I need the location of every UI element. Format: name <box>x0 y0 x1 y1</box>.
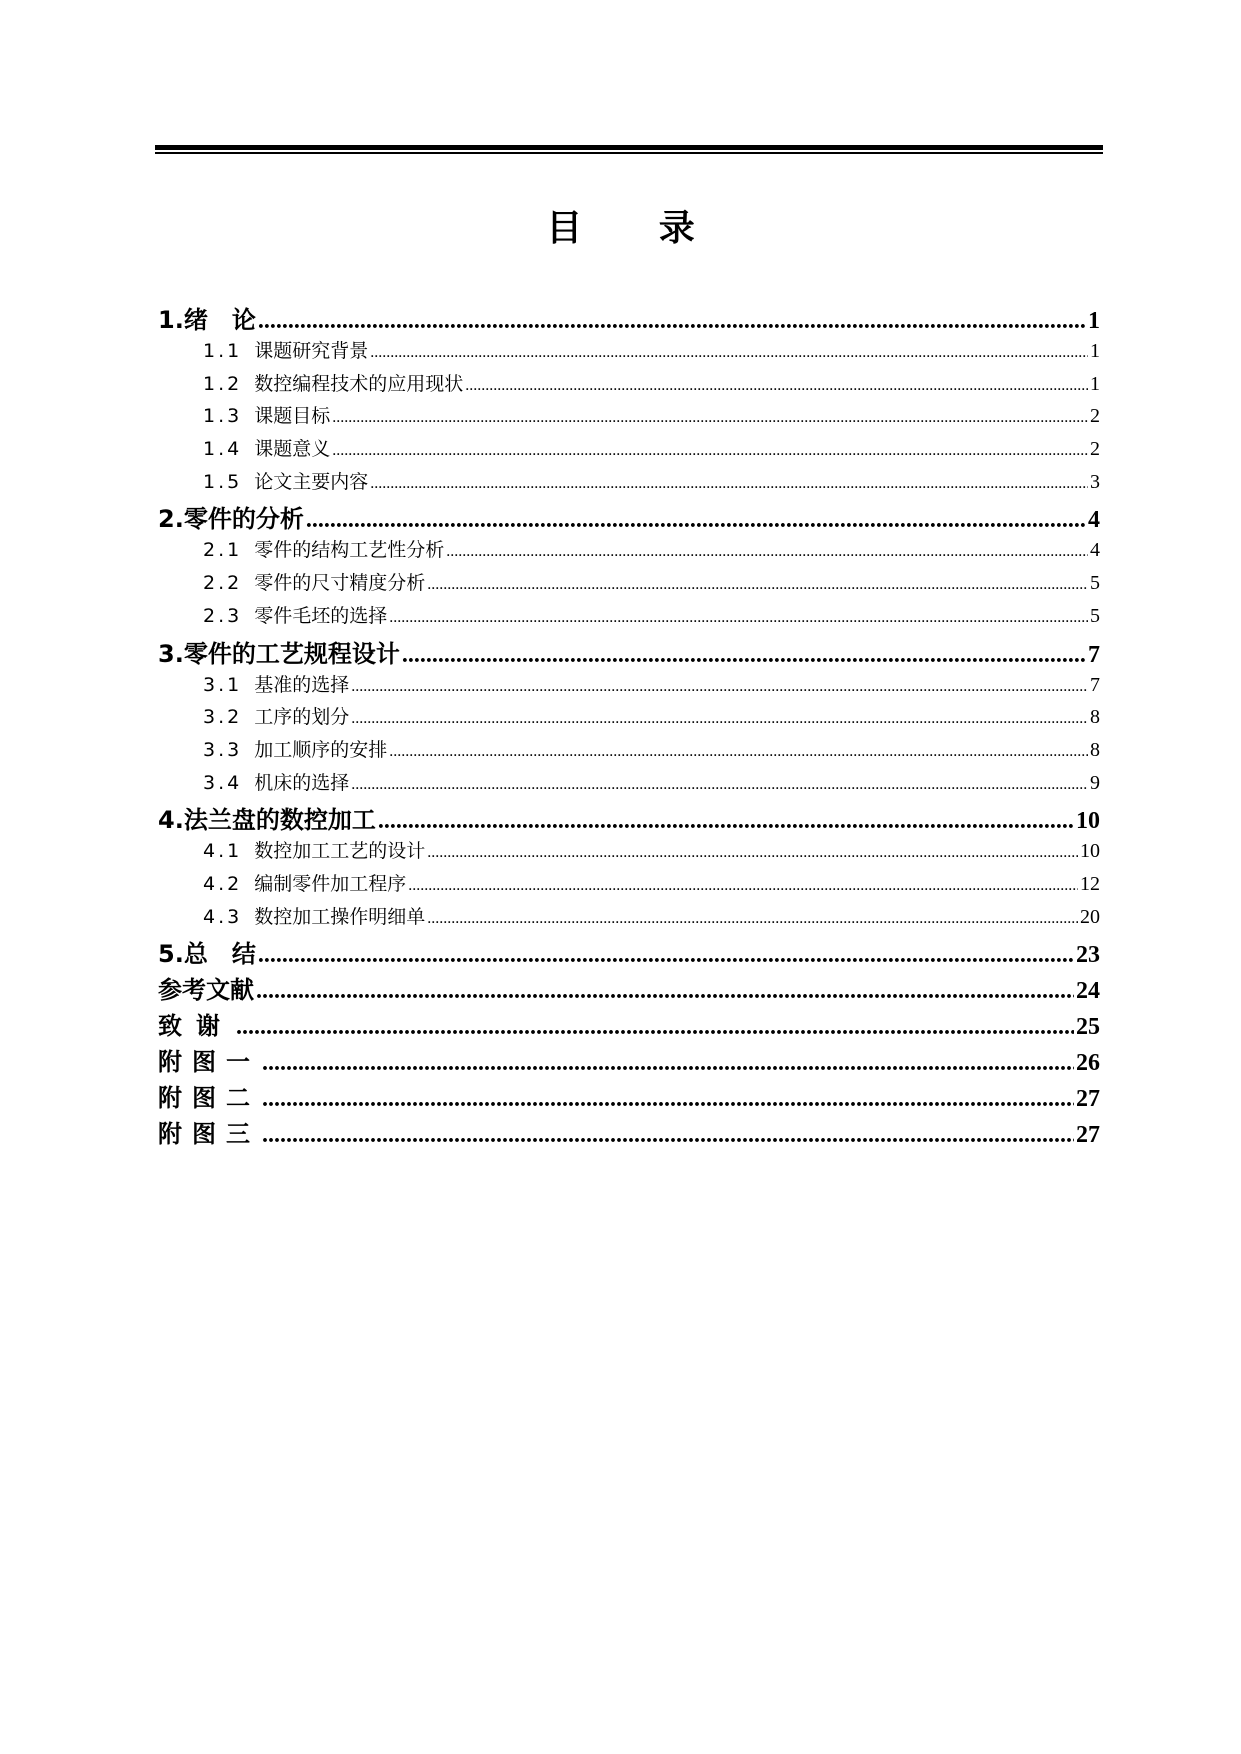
toc-chapter-5[interactable] <box>158 934 1100 970</box>
toc-number: 1.5 <box>203 470 243 493</box>
toc-leader <box>389 609 1088 627</box>
toc-page-number: 8 <box>1090 706 1100 729</box>
toc-leader <box>262 1122 1074 1149</box>
toc-leader <box>465 377 1088 395</box>
toc-page-number: 5 <box>1090 604 1100 627</box>
toc-chapter-2[interactable] <box>158 499 1100 535</box>
toc-page-number: 1 <box>1090 372 1100 395</box>
toc-number: 3.4 <box>203 771 243 794</box>
toc-label: 附图三 <box>158 1120 260 1149</box>
toc-number: 1.4 <box>203 438 243 461</box>
toc-chapter-4[interactable] <box>158 800 1100 836</box>
toc-label: 法兰盘的数控加工 <box>183 806 376 835</box>
toc-leader <box>332 442 1088 460</box>
toc-leader <box>351 710 1088 728</box>
toc-leader <box>427 576 1088 594</box>
toc-number: 3. <box>158 639 184 668</box>
toc-number: 1.2 <box>203 372 243 395</box>
toc-number: 3.1 <box>203 673 243 696</box>
toc-page-number: 10 <box>1080 840 1100 863</box>
toc-page-number: 26 <box>1076 1050 1100 1077</box>
toc-leader <box>408 877 1078 895</box>
toc-section-1-4[interactable] <box>158 434 1100 467</box>
toc-page-number: 24 <box>1076 978 1100 1005</box>
toc-references[interactable] <box>158 970 1100 1006</box>
toc-label: 编制零件加工程序 <box>254 872 407 895</box>
toc-label: 零件的尺寸精度分析 <box>254 572 426 595</box>
toc-chapter-1[interactable] <box>158 300 1100 336</box>
toc-page-number: 10 <box>1076 808 1100 835</box>
toc-page-number: 5 <box>1090 572 1100 595</box>
toc-section-3-4[interactable] <box>158 768 1100 801</box>
toc-leader <box>427 910 1078 928</box>
toc-page-number: 9 <box>1090 771 1100 794</box>
toc-leader <box>262 1050 1074 1077</box>
toc-leader <box>370 475 1088 493</box>
toc-label: 基准的选择 <box>254 673 350 696</box>
header-rule-thin <box>155 152 1103 154</box>
toc-label: 加工顺序的安排 <box>254 738 388 761</box>
toc-number: 5. <box>158 940 184 969</box>
toc-number: 2.1 <box>203 539 243 562</box>
toc-leader <box>402 642 1086 669</box>
toc-leader <box>351 776 1088 794</box>
toc-number: 4.1 <box>203 840 243 863</box>
toc-acknowledgements[interactable] <box>158 1006 1100 1042</box>
toc-label: 数控编程技术的应用现状 <box>254 372 464 395</box>
toc-number: 2. <box>158 505 184 534</box>
toc-label: 课题研究背景 <box>254 340 369 362</box>
toc-leader <box>427 844 1078 862</box>
toc-appendix-figure-3[interactable] <box>158 1114 1100 1150</box>
toc-label: 论文主要内容 <box>254 470 369 493</box>
toc-section-1-2[interactable] <box>158 369 1100 402</box>
toc-number: 1. <box>158 306 184 334</box>
toc-number: 1.3 <box>203 405 243 428</box>
toc-leader <box>389 743 1088 761</box>
toc-leader <box>262 1086 1074 1113</box>
toc-number: 1.1 <box>203 340 243 362</box>
toc-page-number: 7 <box>1090 673 1100 696</box>
toc-label: 绪 论 <box>183 306 256 334</box>
toc-leader <box>332 409 1088 427</box>
toc-page-number: 3 <box>1090 470 1100 493</box>
toc-label: 工序的划分 <box>254 706 350 729</box>
toc-label: 参考文献 <box>158 976 254 1005</box>
toc-label: 数控加工操作明细单 <box>254 905 426 928</box>
toc-label: 数控加工工艺的设计 <box>254 840 426 863</box>
toc-leader <box>236 1014 1074 1041</box>
toc-leader <box>306 507 1086 534</box>
toc-section-1-3[interactable] <box>158 401 1100 434</box>
toc-page-number: 4 <box>1088 507 1100 534</box>
toc-section-3-2[interactable] <box>158 702 1100 735</box>
toc-page-number: 12 <box>1080 872 1100 895</box>
toc-section-4-1[interactable] <box>158 836 1100 869</box>
toc-number: 3.2 <box>203 706 243 729</box>
toc-label: 附图二 <box>158 1084 260 1113</box>
toc-label: 课题目标 <box>254 405 331 428</box>
header-rule-thick <box>155 145 1103 150</box>
toc-label: 机床的选择 <box>254 771 350 794</box>
toc-number: 4. <box>158 806 184 835</box>
toc-label: 零件毛坯的选择 <box>254 604 388 627</box>
toc-page-number: 25 <box>1076 1014 1100 1041</box>
toc-section-3-1[interactable] <box>158 670 1100 703</box>
toc-appendix-figure-1[interactable] <box>158 1042 1100 1078</box>
toc-appendix-figure-2[interactable] <box>158 1078 1100 1114</box>
toc-page-number: 2 <box>1090 405 1100 428</box>
toc-section-3-3[interactable] <box>158 735 1100 768</box>
toc-page-number: 27 <box>1076 1122 1100 1149</box>
toc-label: 零件的分析 <box>183 505 304 534</box>
toc-section-1-5[interactable] <box>158 467 1100 500</box>
toc-section-1-1[interactable] <box>158 336 1100 369</box>
toc-leader <box>446 543 1088 561</box>
toc-page-number: 4 <box>1090 539 1100 562</box>
toc-leader <box>378 808 1074 835</box>
toc-page-number: 7 <box>1088 641 1100 668</box>
toc-section-2-2[interactable] <box>158 568 1100 601</box>
toc-leader <box>351 678 1088 696</box>
toc-number: 3.3 <box>203 738 243 761</box>
toc-page-number: 8 <box>1090 738 1100 761</box>
toc-number: 4.3 <box>203 905 243 928</box>
toc-page-number: 20 <box>1080 905 1100 928</box>
toc-section-4-2[interactable] <box>158 869 1100 902</box>
toc-leader <box>256 978 1074 1005</box>
toc-leader <box>370 344 1088 362</box>
toc-leader <box>258 942 1074 969</box>
toc-number: 2.2 <box>203 572 243 595</box>
toc-section-4-3[interactable] <box>158 902 1100 935</box>
toc-page-number: 27 <box>1076 1086 1100 1113</box>
page-title: 目 录 <box>546 208 727 249</box>
toc-section-2-1[interactable] <box>158 535 1100 568</box>
toc-page-number: 1 <box>1088 308 1100 334</box>
toc-number: 2.3 <box>203 604 243 627</box>
toc-chapter-3[interactable] <box>158 634 1100 670</box>
toc-section-2-3[interactable] <box>158 601 1100 634</box>
toc-label: 总 结 <box>183 940 256 969</box>
table-of-contents <box>158 300 1100 1150</box>
toc-label: 零件的工艺规程设计 <box>183 639 400 668</box>
toc-leader <box>258 308 1086 335</box>
toc-label: 致谢 <box>158 1012 234 1041</box>
toc-page-number: 23 <box>1076 942 1100 969</box>
toc-label: 零件的结构工艺性分析 <box>254 539 445 562</box>
toc-page-number: 2 <box>1090 438 1100 461</box>
toc-number: 4.2 <box>203 872 243 895</box>
toc-label: 附图一 <box>158 1048 260 1077</box>
toc-label: 课题意义 <box>254 438 331 461</box>
toc-page-number: 1 <box>1090 340 1100 362</box>
